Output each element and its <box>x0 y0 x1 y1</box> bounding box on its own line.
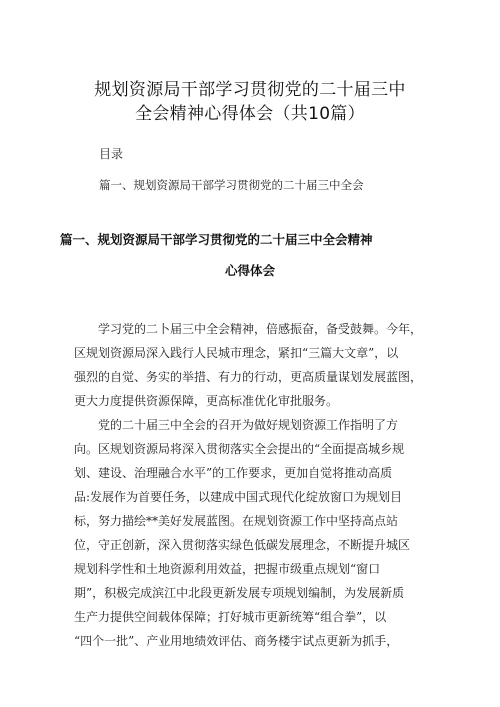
document-title-line-1: 规划资源局干部学习贯彻党的二十届三中 <box>94 80 406 100</box>
body-line-1: 学习党的二卜届三中全会精神，倍感振奋，备受鼓舞。今年， <box>98 322 423 336</box>
document-title-line-2: 全会精神心得体会（共10篇） <box>135 104 365 124</box>
section-title: 篇一、规划资源局干部学习贯彻党的二十届三中全会精神 <box>60 232 373 247</box>
body-line-3: 强烈的自觉、务实的举措、有力的行动，更高质量谋划发展蓝图， <box>74 370 423 384</box>
body-line-5: 党的二十届三中全会的召开为做好规划资源工作指明了方 <box>98 418 399 432</box>
body-line-6: 向。区规划资源局将深入贯彻落实全会提出的“全面提高城乡规 <box>74 442 405 456</box>
body-line-7: 划、建设、治理融合水平”的工作要求，更加自觉将推动高质 <box>74 466 393 480</box>
section-subtitle: 心得体会 <box>224 263 275 278</box>
body-line-12: 期”，积极完成滨江中北段更新发展专项规划编制，为发展新质 <box>74 586 405 600</box>
body-line-14: “四个一批”、产业用地绩效评估、商务楼宇试点更新为抓手， <box>74 634 399 648</box>
body-line-8: 品:发展作为首要任务，以建成中国式现代化绽放窗口为规划目 <box>74 490 403 504</box>
body-line-2: 区规划资源局深入践行人民城市理念，紧扣“三篇大文章”，以 <box>74 346 399 360</box>
body-line-11: 规划科学性和土地资源利用效益，把握市级重点规划“窗口 <box>74 562 381 576</box>
toc-heading: 目录 <box>99 147 124 161</box>
body-line-10: 位，守正创新，深入贯彻落实绿色低碳发展理念，不断提升城区 <box>74 538 411 552</box>
toc-item-1[interactable]: 篇一、规划资源局干部学习贯彻党的二十届三中全会 <box>99 178 364 192</box>
body-line-9: 标，努力描绘**美好发展蓝图。在规划资源工作中坚持高点站 <box>74 514 399 528</box>
body-line-13: 生产力提供空间载体保障；打好城市更新统筹“组合拳”，以 <box>74 610 387 624</box>
body-line-4: 更大力度提供资源保障，更高标准优化审批服务。 <box>74 394 339 408</box>
